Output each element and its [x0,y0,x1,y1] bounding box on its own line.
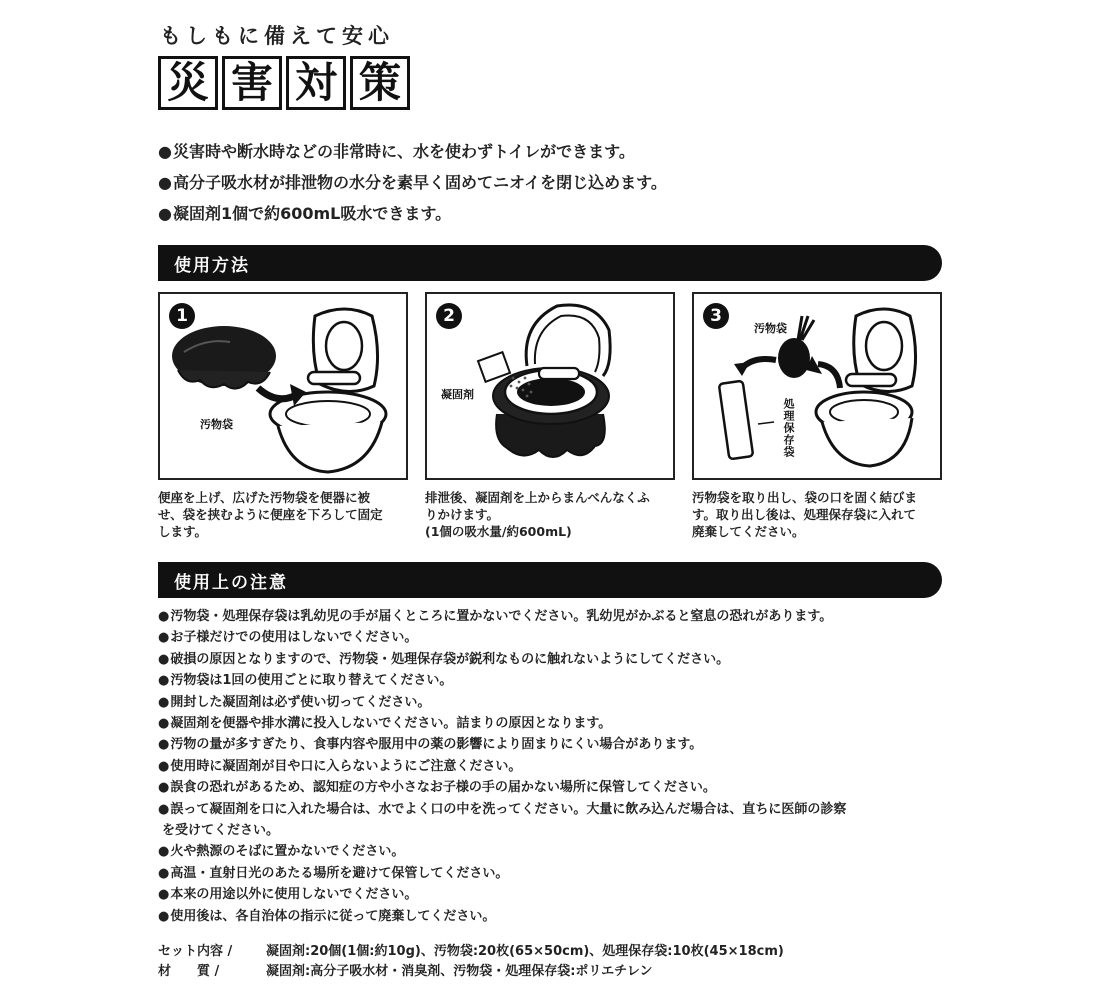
caution-text: 使用時に凝固剤が目や口に入らないようにご注意ください。 [170,758,522,774]
caution-list [158,606,942,927]
step-text-line: 廃棄してください。 [692,524,805,539]
tagline: もしもに備えて安心 [160,24,394,48]
waste-bag-label: 汚物袋 [200,418,233,431]
step-2-illustration [425,292,675,480]
step-3 [692,292,942,540]
feature-item: ● 凝固剤1個で約600mL吸水できます。 [158,198,942,229]
material-row [158,962,942,982]
caution-text: 本来の用途以外に使用しないでください。 [170,887,418,903]
caution-item [158,841,942,862]
caution-item [158,734,942,755]
caution-text: お子様だけでの使用はしないでください。 [170,630,418,646]
feature-list [158,136,942,229]
step-text-line: します。 [158,524,208,539]
caution-item [158,756,942,777]
step-number: 1 [169,303,195,329]
material-value: 凝固剤:高分子吸水材・消臭剤、汚物袋・処理保存袋:ポリエチレン [266,964,653,980]
caution-text: 汚物袋・処理保存袋は乳幼児の手が届くところに置かないでください。乳幼児がかぶると窒息の恐れがあります。 [170,609,833,624]
title-char: 害 [222,56,282,110]
caution-text: 凝固剤を便器や排水溝に投入しないでください。詰まりの原因となります。 [170,716,612,732]
caution-item [158,692,942,713]
storage-bag-label: 処理保存袋 [782,398,795,458]
caution-item [158,884,942,905]
step-number: 2 [436,303,462,329]
caution-text: 高温・直射日光のあたる場所を避けて保管してください。 [170,865,509,881]
caution-text: 誤って凝固剤を口に入れた場合は、水でよく口の中を洗ってください。大量に飲み込んだ場合は、直ちに医師の診察 [170,801,847,817]
step-description [158,489,408,540]
page-title [158,56,942,110]
step-2 [425,292,675,540]
caution-item [158,670,942,691]
caution-text: 誤食の恐れがあるため、認知症の方や小さなお子様の手の届かない場所に保管してください。 [170,780,716,796]
usage-steps [158,292,942,540]
step-number: 3 [703,303,729,329]
caution-text: 汚物袋は1回の使用ごとに取り替えてください。 [170,673,453,689]
usage-heading: 使用方法 [158,245,942,281]
set-contents-label: セット内容 / [158,944,233,960]
step-3-illustration [692,292,942,480]
step-1-illustration [158,292,408,480]
caution-text: 汚物の量が多すぎたり、食事内容や服用中の薬の影響により固まりにくい場合があります。 [170,737,703,753]
step-text-line: (1個の吸水量/約600mL) [425,524,572,539]
step-text-line: りかけます。 [425,507,500,522]
caution-text: 使用後は、各自治体の指示に従って廃棄してください。 [170,908,496,924]
step-text-line: 汚物袋を取り出し、袋の口を固く結びま [692,490,918,505]
material-label: 材 質 / [158,964,220,980]
step-1 [158,292,408,540]
tie-and-dispose-illustration [694,294,940,478]
step-text-line: 便座を上げ、広げた汚物袋を便器に被 [158,490,371,505]
caution-item [158,799,942,842]
caution-item [158,713,942,734]
set-contents-row [158,942,942,962]
caution-item [158,606,942,627]
caution-item [158,649,942,670]
waste-bag-label: 汚物袋 [754,322,787,335]
caution-text: 開封した凝固剤は必ず使い切ってください。 [170,694,431,710]
feature-item: ● 高分子吸水材が排泄物の水分を素早く固めてニオイを閉じ込めます。 [158,167,942,198]
feature-item: ● 災害時や断水時などの非常時に、水を使わずトイレができます。 [158,136,942,167]
disaster-toilet-instructions [158,20,942,982]
coagulant-label: 凝固剤 [441,388,474,401]
title-char: 対 [286,56,346,110]
title-char: 策 [350,56,410,110]
step-text-line: す。取り出し後は、処理保存袋に入れて [692,507,917,522]
product-specs [158,942,942,982]
caution-item [158,906,942,927]
caution-text: 火や熱源のそばに置かないでください。 [170,844,405,860]
set-contents-value: 凝固剤:20個(1個:約10g)、汚物袋:20枚(65×50cm)、処理保存袋:10枚(45×18cm) [266,944,784,960]
caution-item [158,777,942,798]
step-description [692,489,942,540]
toilet-with-bag-illustration [160,294,406,478]
caution-text-continued: を受けてください。 [162,823,280,839]
caution-item [158,863,942,884]
cautions-heading: 使用上の注意 [158,562,942,598]
step-text-line: 排泄後、凝固剤を上からまんべんなくふ [425,490,650,505]
step-text-line: せ、袋を挟むように便座を下ろして固定 [158,507,383,522]
step-description [425,489,675,540]
caution-text: 破損の原因となりますので、汚物袋・処理保存袋が鋭利なものに触れないようにしてください。 [170,651,730,667]
caution-item [158,627,942,648]
title-char: 災 [158,56,218,110]
